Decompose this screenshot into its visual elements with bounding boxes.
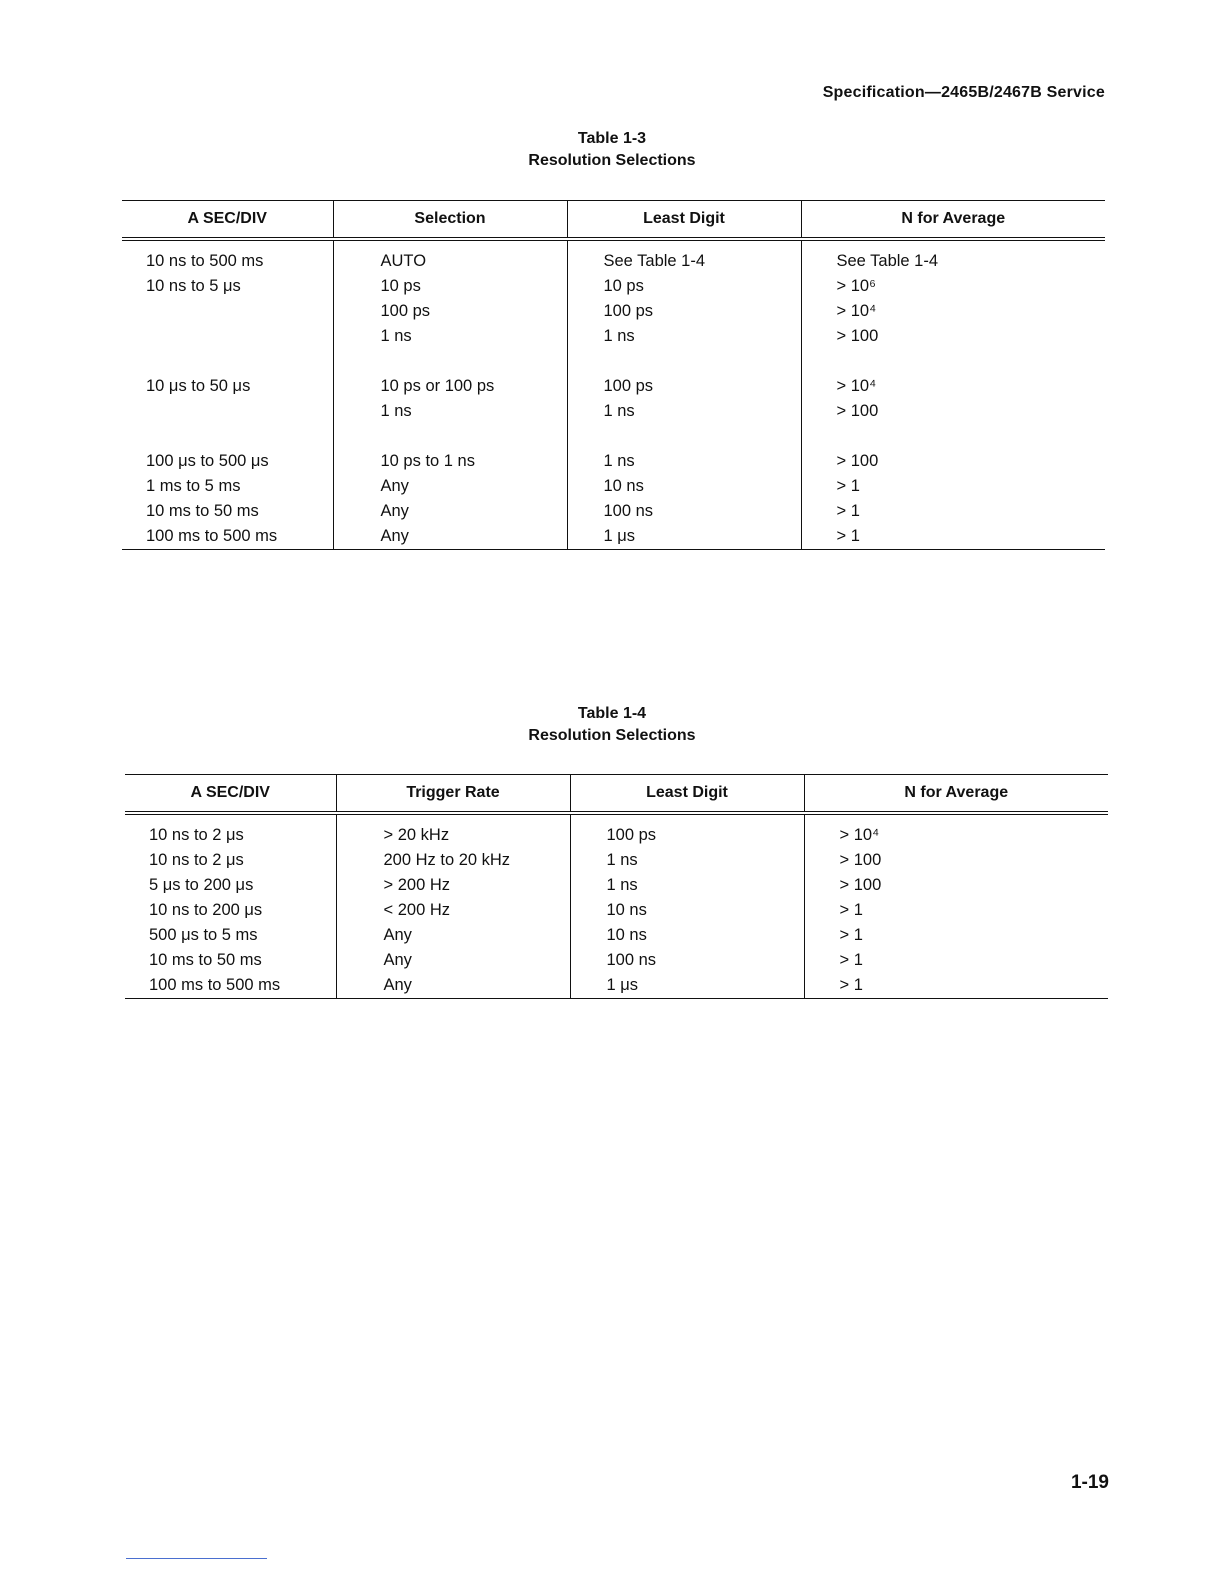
table-row [122,474,1105,499]
cell-sec-div: 1 ms to 5 ms [146,477,241,495]
cell-n-average: > 1 [804,898,1108,923]
cell-least-digit: 10 ps [567,274,801,299]
cell-least-digit: 1 ns [567,399,801,424]
cell-trigger-rate: > 20 kHz [336,813,570,848]
cell-least-digit: 10 ns [567,474,801,499]
cell-least-digit: 1 ns [570,848,804,873]
table-header-row [122,201,1105,240]
table-row [125,898,1108,923]
table-header-row [125,775,1108,814]
table-1-4-caption [0,703,1224,747]
table-row [125,948,1108,973]
cell-sec-div [122,299,333,324]
cell-n-average: > 10⁶ [801,274,1105,299]
cell-least-digit: 1 ns [570,873,804,898]
table-row [122,524,1105,550]
cell-least-digit: 10 ns [570,923,804,948]
cell-selection: 1 ns [333,324,567,349]
cell-n-average: > 10⁴ [801,374,1105,399]
column-header: A SEC/DIV [122,201,333,240]
cell-trigger-rate: < 200 Hz [336,898,570,923]
cell-least-digit: 10 ns [570,898,804,923]
cell-selection: 100 ps [333,299,567,324]
cell-n-average: > 1 [804,948,1108,973]
caption-number: Table 1-4 [577,705,647,722]
table-spacer-row [122,424,1105,449]
cell-sec-div: 100 μs to 500 μs [146,452,269,470]
cell-n-average: > 1 [804,923,1108,948]
table-row [122,449,1105,474]
cell-sec-div: 5 μs to 200 μs [149,876,254,894]
cell-n-average: > 100 [804,848,1108,873]
caption-title: Resolution Selections [528,152,696,169]
cell-least-digit: 1 ns [567,324,801,349]
column-header: Least Digit [567,201,801,240]
cell-n-average: See Table 1-4 [801,239,1105,274]
column-header: Least Digit [570,775,804,814]
caption-number: Table 1-3 [577,130,647,147]
table-row [125,848,1108,873]
cell-selection: 10 ps [333,274,567,299]
cell-sec-div: 10 ms to 50 ms [146,502,259,520]
cell-sec-div: 100 ms to 500 ms [125,973,336,999]
resolution-table-1-4 [125,774,1108,999]
cell-sec-div: 10 μs to 50 μs [146,377,251,395]
cell-trigger-rate: 200 Hz to 20 kHz [336,848,570,873]
cell-trigger-rate: Any [336,948,570,973]
cell-sec-div: 10 ns to 2 μs [149,826,244,844]
column-header: N for Average [801,201,1105,240]
cell-n-average: > 100 [801,399,1105,424]
column-header: Trigger Rate [336,775,570,814]
table-row [125,923,1108,948]
cell-selection: 1 ns [333,399,567,424]
cell-selection: 10 ps to 1 ns [333,449,567,474]
running-header: Specification—2465B/2467B Service [822,84,1105,101]
cell-least-digit: 100 ps [567,299,801,324]
table-1-3-caption [0,128,1224,172]
table-row [125,973,1108,999]
table-row [122,239,1105,274]
cell-sec-div: 10 ns to 2 μs [149,851,244,869]
table-row [122,274,1105,299]
cell-trigger-rate: Any [336,973,570,999]
page-number: 1-19 [1070,1472,1109,1493]
cell-least-digit: 100 ns [570,948,804,973]
table-row [122,324,1105,349]
cell-n-average: > 1 [804,973,1108,999]
cell-n-average: > 100 [804,873,1108,898]
cell-least-digit: 100 ps [570,813,804,848]
cell-sec-div [122,324,333,349]
table-spacer-row [122,349,1105,374]
cell-n-average: > 1 [801,474,1105,499]
cell-selection: 10 ps or 100 ps [333,374,567,399]
cell-sec-div: 10 ns to 500 ms [146,252,264,270]
column-header: A SEC/DIV [125,775,336,814]
cell-n-average: > 100 [801,324,1105,349]
cell-trigger-rate: Any [336,923,570,948]
table-row [122,399,1105,424]
resolution-table-1-3 [122,200,1105,550]
cell-n-average: > 10⁴ [801,299,1105,324]
footer-rule [126,1558,267,1559]
table-row [122,374,1105,399]
cell-selection: Any [333,524,567,550]
cell-sec-div [122,399,333,424]
cell-selection: Any [333,474,567,499]
cell-sec-div: 10 ms to 50 ms [149,951,262,969]
table-row [125,873,1108,898]
table-row [122,299,1105,324]
cell-sec-div: 10 ns to 5 μs [146,277,241,295]
cell-least-digit: 100 ns [567,499,801,524]
column-header: N for Average [804,775,1108,814]
column-header: Selection [333,201,567,240]
cell-least-digit: 1 ns [567,449,801,474]
cell-n-average: > 100 [801,449,1105,474]
cell-sec-div: 500 μs to 5 ms [149,926,258,944]
cell-sec-div: 100 ms to 500 ms [122,524,333,550]
table-row [125,813,1108,848]
cell-n-average: > 10⁴ [804,813,1108,848]
cell-trigger-rate: > 200 Hz [336,873,570,898]
cell-selection: AUTO [333,239,567,274]
table-row [122,499,1105,524]
caption-title: Resolution Selections [528,727,696,744]
cell-least-digit: 1 μs [570,973,804,999]
cell-least-digit: See Table 1-4 [567,239,801,274]
cell-n-average: > 1 [801,499,1105,524]
cell-least-digit: 100 ps [567,374,801,399]
cell-least-digit: 1 μs [567,524,801,550]
cell-n-average: > 1 [801,524,1105,550]
cell-selection: Any [333,499,567,524]
cell-sec-div: 10 ns to 200 μs [149,901,263,919]
